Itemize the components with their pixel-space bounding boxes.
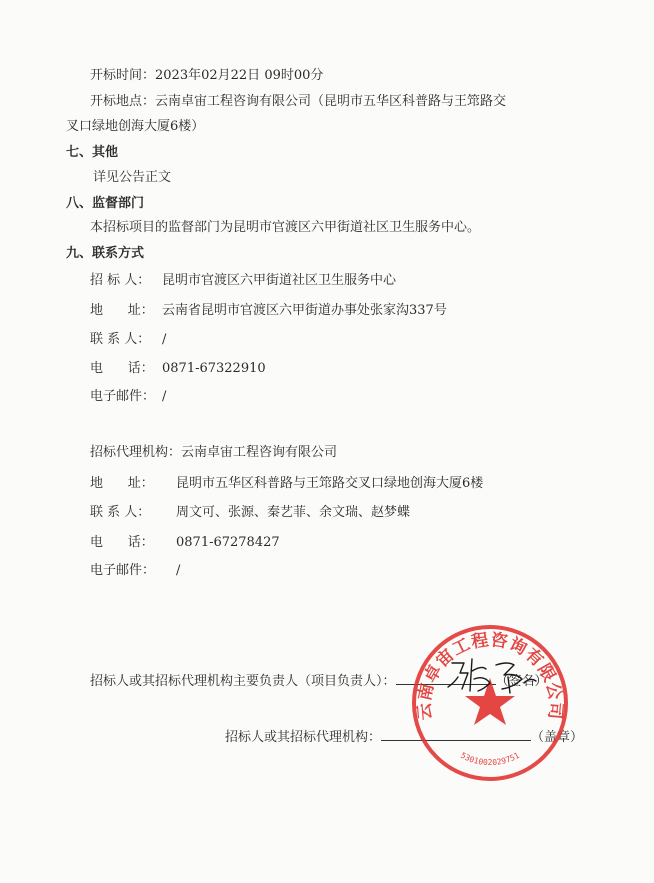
tenderer-phone-line [90, 360, 266, 378]
bid-opening-time-line [90, 67, 323, 85]
organization-seal-label: 招标人或其招标代理机构： [225, 730, 382, 745]
tenderer-contact-line [90, 331, 166, 349]
agency-contact-value: 周文可、张源、秦艺菲、余文瑞、赵梦蝶 [176, 505, 411, 520]
bid-opening-place-line [90, 93, 506, 111]
bid-opening-place-continuation: 叉口绿地创海大厦6楼） [66, 119, 205, 134]
section-8-title: 八、监督部门 [66, 196, 145, 211]
bid-opening-time-value: 2023年02月22日 09时00分 [155, 68, 324, 83]
seal-name-text: 云南卓宙工程咨询有限公司 [414, 630, 566, 721]
tenderer-name-line [90, 272, 396, 290]
tenderer-name-value: 昆明市官渡区六甲街道社区卫生服务中心 [162, 273, 397, 288]
official-seal [410, 623, 570, 783]
agency-phone-value: 0871-67278427 [176, 535, 280, 550]
section-7-body: 详见公告正文 [93, 170, 172, 185]
agency-phone-line [90, 534, 280, 552]
agency-contact-label: 联 系 人： [90, 505, 151, 520]
agency-email-line [90, 562, 180, 580]
bid-opening-place-value: 云南卓宙工程咨询有限公司（昆明市五华区科普路与王筇路交 [155, 94, 507, 109]
agency-name-label: 招标代理机构： [90, 445, 182, 460]
section-7-title: 七、其他 [66, 145, 119, 160]
section-8-body: 本招标项目的监督部门为昆明市官渡区六甲街道社区卫生服务中心。 [90, 220, 481, 235]
agency-email-value: / [176, 563, 181, 578]
bid-opening-time-label: 开标时间： [90, 68, 156, 83]
tenderer-email-label: 电子邮件： [90, 389, 156, 404]
seal-number-text: 5301002029751 [459, 750, 521, 768]
tenderer-phone-label: 电 话： [90, 361, 154, 376]
bid-opening-place-label: 开标地点： [90, 94, 156, 109]
agency-phone-label: 电 话： [90, 535, 154, 550]
tenderer-email-value: / [162, 389, 167, 404]
agency-email-label: 电子邮件： [90, 563, 156, 578]
tenderer-address-line [90, 302, 447, 320]
handwritten-signature [438, 653, 548, 698]
agency-name-value: 云南卓宙工程咨询有限公司 [181, 445, 338, 460]
principal-signature-suffix: （签名） [495, 674, 548, 689]
tenderer-contact-value: / [162, 332, 167, 347]
agency-address-value: 昆明市五华区科普路与王筇路交叉口绿地创海大厦6楼 [176, 476, 484, 491]
tenderer-name-label: 招 标 人： [90, 273, 151, 288]
tenderer-address-label: 地 址： [90, 303, 154, 318]
section-9-title: 九、联系方式 [66, 246, 145, 261]
tenderer-address-value: 云南省昆明市官渡区六甲街道办事处张家沟337号 [162, 303, 447, 318]
agency-address-label: 地 址： [90, 476, 154, 491]
organization-seal-suffix: （盖章） [531, 730, 584, 745]
agency-address-line [90, 475, 483, 493]
agency-contact-line [90, 504, 410, 522]
tenderer-phone-value: 0871-67322910 [162, 361, 266, 376]
tenderer-contact-label: 联 系 人： [90, 332, 151, 347]
tenderer-email-line [90, 388, 166, 406]
principal-signature-label: 招标人或其招标代理机构主要负责人（项目负责人）： [90, 674, 396, 689]
agency-name-line [90, 444, 337, 462]
